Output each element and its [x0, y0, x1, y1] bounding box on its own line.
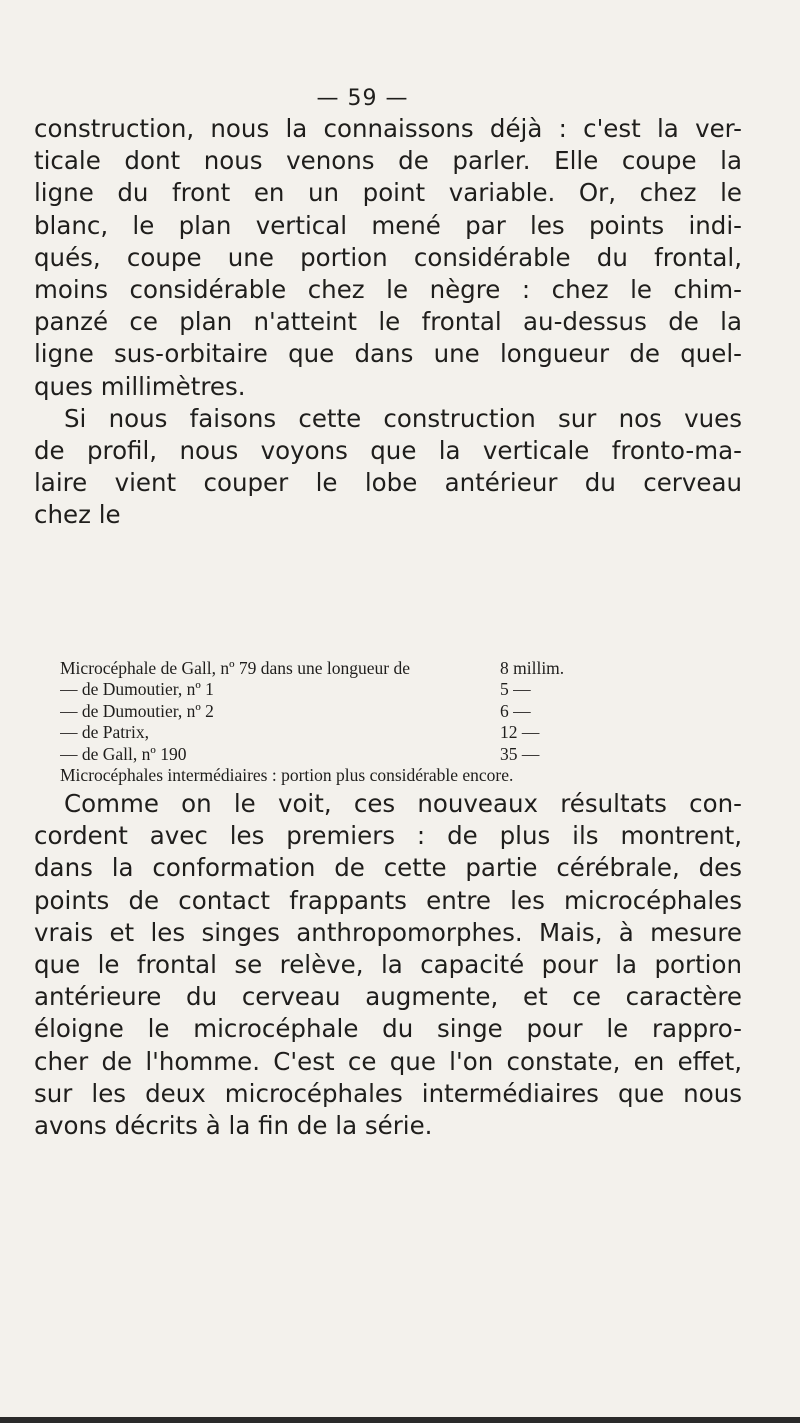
row-value: 12 —	[500, 722, 540, 743]
row-label: — de Gall, nº 190	[60, 743, 187, 764]
row-label: — de Dumoutier, nº 2	[60, 700, 214, 721]
body-text-bottom	[34, 788, 742, 1142]
text-line: chez le	[34, 500, 121, 530]
table-row	[60, 701, 732, 722]
text-line: dans la conformation de cette partie cérébrale, des	[34, 853, 742, 883]
text-line: Si nous faisons cette construction sur nos vues	[64, 403, 742, 433]
row-label: — de Patrix,	[60, 722, 149, 743]
text-line: que le frontal se relève, la capacité pour la portion	[34, 950, 742, 980]
text-line: vrais et les singes anthropomorphes. Mais, à mesure	[34, 917, 742, 947]
text-line: avons décrits à la fin de la série.	[34, 1111, 433, 1141]
table-row	[60, 679, 732, 700]
text-line: ligne sus-orbitaire que dans une longueur de quel-	[34, 339, 742, 369]
text-line: panzé ce plan n'atteint le frontal au-dessus de la	[34, 307, 742, 337]
text-line: points de contact frappants entre les microcéphales	[34, 885, 742, 915]
text-line: sur les deux microcéphales intermédiaires que nous	[34, 1078, 742, 1108]
measurement-table	[60, 658, 732, 786]
row-label: Microcéphale de Gall, nº 79 dans une longueur de	[60, 658, 410, 678]
text-line: laire vient couper le lobe antérieur du cerveau	[34, 468, 742, 498]
row-value: 8 millim.	[500, 658, 565, 678]
text-line: cordent avec les premiers : de plus ils montrent,	[34, 821, 742, 851]
row-value: 5 —	[500, 679, 531, 700]
page-edge-rule	[0, 1417, 800, 1423]
text-line: ligne du front en un point variable. Or, chez le	[34, 178, 742, 208]
text-line: qués, coupe une portion considérable du frontal,	[34, 242, 742, 272]
table-row	[60, 722, 732, 743]
text-line: blanc, le plan vertical mené par les points indi-	[34, 210, 742, 240]
text-line: ticale dont nous venons de parler. Elle coupe la	[34, 146, 742, 176]
table-row	[60, 658, 732, 679]
text-line: éloigne le microcéphale du singe pour le rappro-	[34, 1014, 742, 1044]
text-line: antérieure du cerveau augmente, et ce caractère	[34, 982, 742, 1012]
table-row	[60, 744, 732, 765]
row-value: 35 —	[500, 743, 540, 764]
row-label: — de Dumoutier, nº 1	[60, 679, 214, 700]
body-text-top	[34, 113, 742, 532]
text-line: Comme on le voit, ces nouveaux résultats con-	[64, 789, 742, 818]
text-line: ques millimètres.	[34, 371, 246, 401]
page-number: — 59 —	[316, 86, 409, 111]
text-line: de profil, nous voyons que la verticale fronto-ma-	[34, 436, 742, 466]
text-line: cher de l'homme. C'est ce que l'on constate, en effet,	[34, 1046, 742, 1076]
row-value: 6 —	[500, 700, 531, 721]
text-line: moins considérable chez le nègre : chez le chim-	[34, 275, 742, 305]
table-footer: Microcéphales intermédiaires : portion plus considérable encore.	[60, 765, 514, 786]
text-line: construction, nous la connaissons déjà : c'est la ver-	[34, 114, 742, 143]
